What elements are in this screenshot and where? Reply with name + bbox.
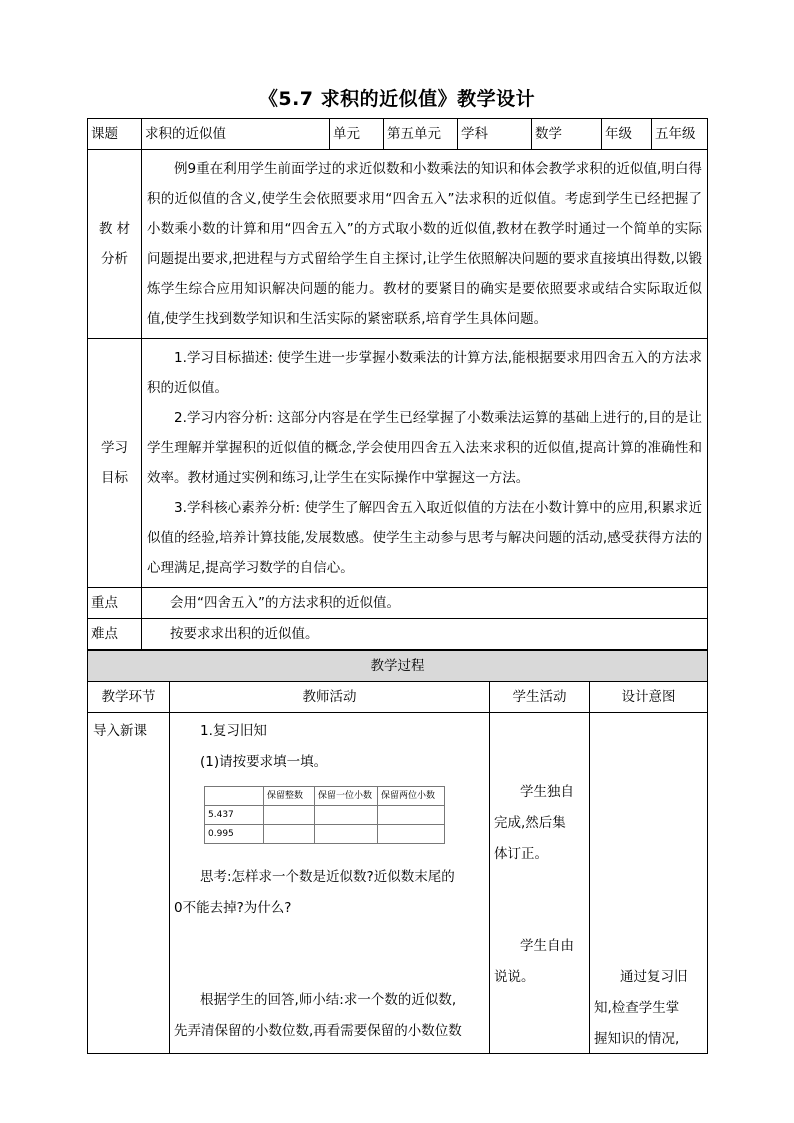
fill-table-head-one-decimal: 保留一位小数 — [315, 787, 378, 806]
fill-table-row2-value: 0.995 — [205, 825, 264, 844]
teacher-summary-line1: 根据学生的回答,师小结:求一个数的近似数, — [200, 992, 457, 1008]
stage-text: 导入新课 — [93, 723, 147, 739]
col-student: 学生活动 — [490, 682, 590, 713]
difficulty-label: 难点 — [88, 619, 142, 650]
goals-label-line2: 目标 — [101, 470, 128, 486]
table-row — [205, 825, 445, 844]
difficulty-text: 按要求求出积的近似值。 — [142, 619, 708, 650]
topic-value: 求积的近似值 — [142, 119, 330, 150]
goals-p1: 1.学习目标描述: 使学生进一步掌握小数乘法的计算方法,能根据要求用四舍五入的方法求积的近似值。 — [147, 350, 702, 396]
goals-label — [88, 339, 142, 588]
student-line3: 体订正。 — [494, 846, 548, 862]
col-teacher: 教师活动 — [170, 682, 490, 713]
stage-cell — [88, 713, 170, 1054]
fill-table-corner — [205, 787, 264, 806]
fill-table-row1-value: 5.437 — [205, 806, 264, 825]
teacher-think-line2: 0不能去掉?为什么? — [174, 900, 292, 916]
col-intent: 设计意图 — [590, 682, 708, 713]
subject-label: 学科 — [458, 119, 532, 150]
col-stage: 教学环节 — [88, 682, 170, 713]
table-row — [205, 806, 445, 825]
teacher-think-line1: 思考:怎样求一个数是近似数?近似数末尾的 — [200, 869, 455, 885]
intent-line2: 知,检查学生掌 — [594, 1000, 680, 1016]
teacher-cell — [170, 713, 490, 1054]
teacher-line1: 1.复习旧知 — [200, 723, 267, 739]
page-title: 《5.7 求积的近似值》教学设计 — [258, 88, 536, 110]
fill-table-cell[interactable] — [315, 825, 378, 844]
goals-p3: 3.学科核心素养分析: 使学生了解四舍五入取近似值的方法在小数计算中的应用,积累求近似值的经验,培养计算技能,发展数感。使学生主动参与思考与解决问题的活动,感受获得方法的心理满足,提高学习数学的自信心。 — [147, 500, 702, 576]
student-line4: 学生自由 — [520, 938, 574, 954]
fill-table-cell[interactable] — [264, 806, 315, 825]
process-header: 教学过程 — [88, 651, 708, 682]
student-cell — [490, 713, 590, 1054]
analysis-label — [88, 150, 142, 339]
intent-line3: 握知识的情况, — [594, 1031, 680, 1047]
fill-table-cell[interactable] — [378, 806, 445, 825]
student-line1: 学生独自 — [520, 784, 574, 800]
unit-label: 单元 — [330, 119, 384, 150]
fill-table-cell[interactable] — [378, 825, 445, 844]
goals-label-line1: 学习 — [101, 440, 128, 456]
analysis-text: 例9重在利用学生前面学过的求近似数和小数乘法的知识和体会教学求积的近似值,明白得积的近似值的含义,使学生会依照要求用“四舍五入”法求积的近似值。考虑到学生已经把握了小数乘小数的计算和用“四舍五入”的方式取小数的近似值,教材在教学时通过一个简单的实际问题提出要求,把进程与方式留给学生自主探讨,让学生依照解决问题的要求直接填出得数,以锻炼学生综合应用知识解决问题的能力。教材的要紧目的确实是要依照要求或结合实际取近似值,使学生找到数学知识和生活实际的紧密联系,培育学生具体问题。 — [147, 161, 702, 327]
fill-table-head-integer: 保留整数 — [264, 787, 315, 806]
process-table — [87, 650, 708, 1054]
fill-in-table — [204, 786, 445, 844]
key-label: 重点 — [88, 588, 142, 619]
fill-table-cell[interactable] — [264, 825, 315, 844]
fill-table-cell[interactable] — [315, 806, 378, 825]
student-line2: 完成,然后集 — [494, 815, 566, 831]
analysis-label-line1: 教 材 — [98, 221, 131, 237]
unit-value: 第五单元 — [384, 119, 458, 150]
key-text: 会用“四舍五入”的方法求积的近似值。 — [142, 588, 708, 619]
teacher-summary-line2: 先弄清保留的小数位数,再看需要保留的小数位数 — [174, 1023, 462, 1039]
analysis-label-line2: 分析 — [101, 251, 128, 267]
topic-label: 课题 — [88, 119, 142, 150]
teacher-line2: (1)请按要求填一填。 — [200, 754, 328, 770]
fill-table-head-two-decimal: 保留两位小数 — [378, 787, 445, 806]
intent-line1: 通过复习旧 — [620, 969, 688, 985]
intent-cell — [590, 713, 708, 1054]
grade-label: 年级 — [602, 119, 652, 150]
lesson-info-table — [87, 118, 708, 650]
goals-p2: 2.学习内容分析: 这部分内容是在学生已经掌握了小数乘法运算的基础上进行的,目的是让学生理解并掌握积的近似值的概念,学会使用四舍五入法来求积的近似值,提高计算的准确性和效率。教材通过实例和练习,让学生在实际操作中掌握这一方法。 — [147, 410, 702, 486]
grade-value: 五年级 — [652, 119, 708, 150]
subject-value: 数学 — [532, 119, 602, 150]
student-line5: 说说。 — [494, 969, 535, 985]
